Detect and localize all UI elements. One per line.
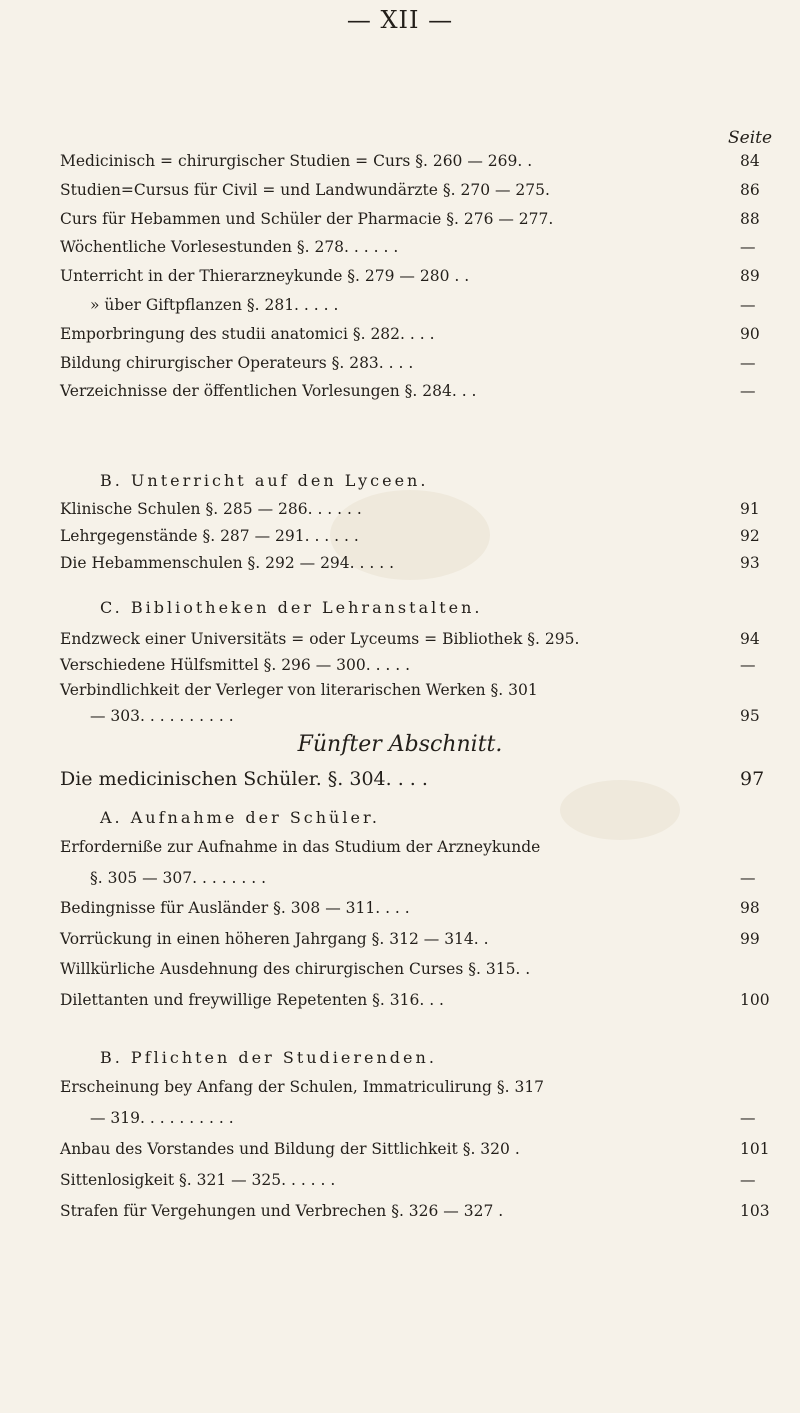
toc-entry-page: —	[740, 296, 756, 314]
toc-entry	[60, 930, 760, 960]
toc-entry-page: 90	[740, 324, 760, 343]
part-heading: Fünfter Abschnitt.	[297, 732, 503, 757]
toc-entry-text: Willkürliche Ausdehnung des chirurgischen Curses §. 315. .	[60, 960, 531, 978]
toc-entry-page: 86	[740, 180, 760, 199]
toc-entry	[60, 1109, 760, 1139]
toc-entry-text: Erscheinung bey Anfang der Schulen, Immatriculirung §. 317	[60, 1078, 545, 1096]
toc-entry	[60, 181, 760, 211]
toc-entry-page: —	[740, 1171, 756, 1189]
chapter-title: Die medicinischen Schüler. §. 304. . . .	[60, 768, 428, 790]
toc-entry-text: Sittenlosigkeit §. 321 — 325. . . . . .	[60, 1171, 336, 1189]
toc-entry	[60, 296, 760, 326]
toc-entry-page: —	[740, 868, 756, 887]
toc-entry	[60, 554, 760, 584]
toc-entry-text: Verschiedene Hülfsmittel §. 296 — 300. . . . .	[60, 655, 411, 674]
toc-entry-page: 84	[740, 152, 760, 170]
toc-entry-page: 91	[740, 500, 760, 518]
toc-entry-text: §. 305 — 307. . . . . . . .	[90, 868, 267, 887]
toc-entry	[60, 238, 760, 268]
toc-entry-text: Medicinisch = chirurgischer Studien = Curs §. 260 — 269. .	[60, 152, 533, 170]
toc-entry-text: Verzeichnisse der öffentlichen Vorlesungen §. 284. . .	[60, 382, 477, 401]
toc-entry-text: Bedingnisse für Ausländer §. 308 — 311. . . .	[60, 899, 410, 917]
toc-entry-text: Anbau des Vorstandes und Bildung der Sittlichkeit §. 320 .	[60, 1140, 520, 1158]
section-heading-b: B. Unterricht auf den Lyceen.	[100, 471, 429, 490]
toc-entry	[60, 990, 770, 1021]
toc-entry-text: Curs für Hebammen und Schüler der Pharmacie §. 276 — 277.	[60, 209, 554, 228]
toc-entry-text: Lehrgegenstände §. 287 — 291. . . . . .	[60, 527, 359, 545]
chapter-page: 97	[740, 768, 765, 790]
toc-entry-text: — 319. . . . . . . . . .	[90, 1109, 234, 1127]
toc-entry	[60, 1171, 760, 1201]
toc-entry	[60, 1078, 760, 1108]
toc-entry-page: 94	[740, 630, 760, 648]
toc-entry-page: 89	[740, 267, 760, 286]
toc-entry	[60, 210, 760, 240]
toc-entry-page: —	[740, 655, 756, 674]
toc-entry-text: Wöchentliche Vorlesestunden §. 278. . . . . .	[60, 238, 399, 257]
toc-entry-text: » über Giftpflanzen §. 281. . . . .	[90, 296, 339, 314]
toc-entry	[60, 1202, 770, 1232]
toc-entry	[60, 838, 760, 868]
toc-entry-page: —	[740, 238, 756, 257]
toc-entry-text: Unterricht in der Thierarzneykunde §. 279 — 280 . .	[60, 267, 470, 286]
toc-entry-page: —	[740, 353, 756, 372]
toc-entry-page: 101	[740, 1140, 770, 1158]
section-heading-c: C. Bibliotheken der Lehranstalten.	[100, 598, 483, 617]
toc-entry-text: Die Hebammenschulen §. 292 — 294. . . . .	[60, 554, 394, 572]
toc-entry-page: 93	[740, 554, 760, 572]
toc-entry-page: 95	[740, 706, 760, 725]
toc-entry-text: Verbindlichkeit der Verleger von literarischen Werken §. 301	[60, 681, 538, 699]
toc-entry	[60, 354, 760, 384]
toc-entry-text: Emporbringung des studii anatomici §. 282. . . .	[60, 324, 435, 343]
toc-entry-page: 88	[740, 209, 760, 228]
section-heading-b2: B. Pflichten der Studierenden.	[100, 1048, 437, 1067]
toc-entry	[60, 899, 760, 929]
page-column-label: Seite	[728, 128, 773, 148]
toc-entry	[60, 960, 760, 990]
toc-entry-page: 98	[740, 899, 760, 917]
toc-entry-text: Klinische Schulen §. 285 — 286. . . . . .	[60, 500, 362, 518]
toc-entry	[60, 152, 760, 182]
toc-entry-text: Dilettanten und freywillige Repetenten §. 316. . .	[60, 990, 444, 1009]
toc-entry	[60, 382, 760, 412]
toc-entry	[60, 500, 760, 530]
toc-entry-page: 100	[740, 990, 770, 1009]
toc-entry	[60, 267, 760, 297]
toc-entry	[60, 1140, 770, 1170]
toc-entry-text: — 303. . . . . . . . . .	[90, 706, 234, 725]
toc-entry	[60, 869, 760, 899]
toc-entry-text: Endzweck einer Universitäts = oder Lyceums = Bibliothek §. 295.	[60, 630, 580, 648]
page-header: — XII —	[346, 6, 454, 34]
toc-entry-page: 92	[740, 527, 760, 545]
toc-entry	[60, 325, 760, 355]
toc-entry	[60, 527, 760, 557]
toc-entry-text: Bildung chirurgischer Operateurs §. 283. . . .	[60, 353, 414, 372]
chapter-line	[60, 768, 765, 798]
toc-entry-page: —	[740, 382, 756, 401]
section-heading-a: A. Aufnahme der Schüler.	[100, 808, 380, 827]
toc-entry-text: Studien=Cursus für Civil = und Landwundärzte §. 270 — 275.	[60, 180, 550, 199]
toc-entry-page: 103	[740, 1202, 770, 1220]
toc-entry-text: Erforderniße zur Aufnahme in das Studium der Arzneykunde	[60, 838, 541, 856]
toc-entry-text: Strafen für Vergehungen und Verbrechen §. 326 — 327 .	[60, 1202, 504, 1220]
toc-entry-page: —	[740, 1109, 756, 1127]
toc-entry-text: Vorrückung in einen höheren Jahrgang §. 312 — 314. .	[60, 929, 489, 948]
toc-entry-page: 99	[740, 929, 760, 948]
